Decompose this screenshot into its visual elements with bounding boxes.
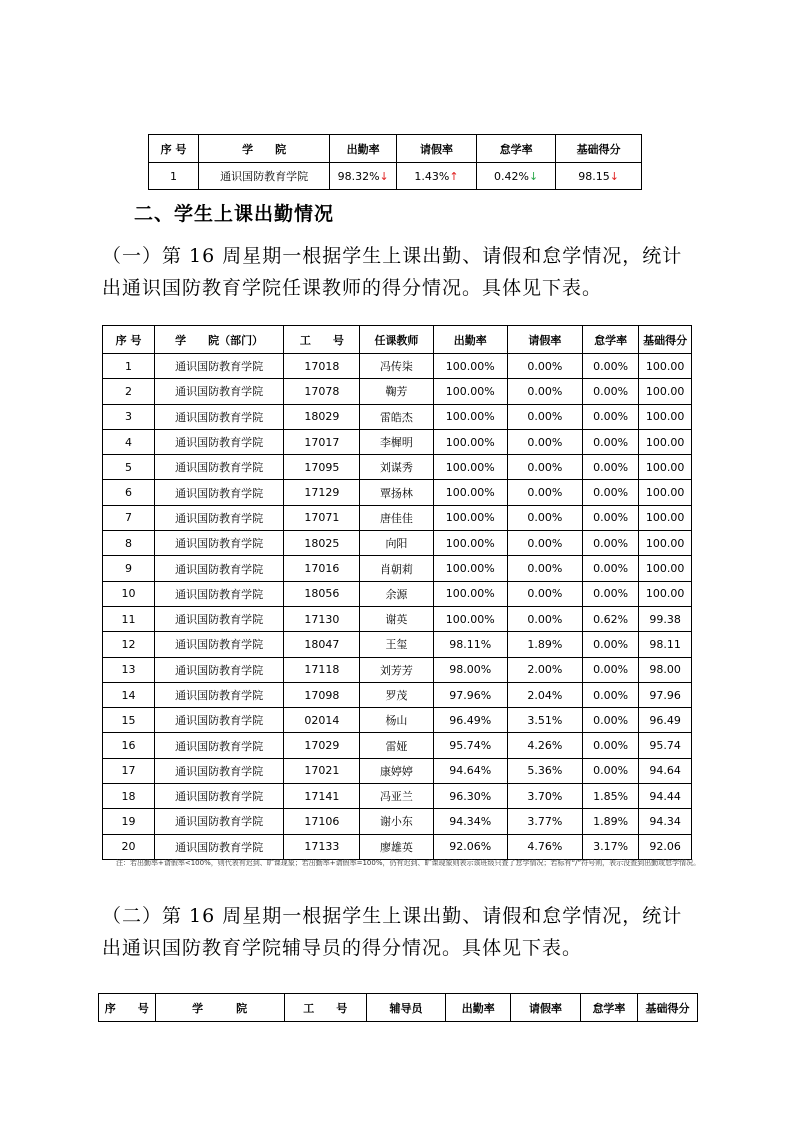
cell-truancy: 0.00% — [582, 505, 638, 530]
cell-truancy: 0.00% — [582, 354, 638, 379]
cell-no: 3 — [103, 404, 155, 429]
cell-staff-id: 17106 — [284, 809, 360, 834]
cell-no: 14 — [103, 682, 155, 707]
header-no: 序 号 — [99, 994, 156, 1022]
table-row — [103, 556, 692, 581]
cell-score: 100.00 — [639, 379, 692, 404]
cell-leave: 0.00% — [507, 606, 582, 631]
cell-college: 通识国防教育学院 — [154, 404, 283, 429]
table-row — [103, 429, 692, 454]
cell-no: 11 — [103, 606, 155, 631]
cell-truancy: 0.00% — [582, 556, 638, 581]
cell-score: 100.00 — [639, 354, 692, 379]
section-heading: 二、学生上课出勤情况 — [134, 203, 335, 225]
cell-teacher: 谢小东 — [360, 809, 433, 834]
cell-score: 94.64 — [639, 758, 692, 783]
cell-staff-id: 17078 — [284, 379, 360, 404]
cell-staff-id: 02014 — [284, 708, 360, 733]
cell-score: 100.00 — [639, 531, 692, 556]
cell-no: 8 — [103, 531, 155, 556]
arrow-down-icon: ↓ — [379, 169, 389, 183]
cell-teacher: 谢英 — [360, 606, 433, 631]
cell-staff-id: 17129 — [284, 480, 360, 505]
cell-no: 18 — [103, 784, 155, 809]
cell-score — [556, 163, 642, 190]
cell-attendance: 100.00% — [433, 379, 507, 404]
cell-college: 通识国防教育学院 — [154, 809, 283, 834]
header-teacher: 任课教师 — [360, 326, 433, 354]
cell-score: 94.34 — [639, 809, 692, 834]
cell-staff-id: 17029 — [284, 733, 360, 758]
cell-teacher: 杨山 — [360, 708, 433, 733]
cell-college: 通识国防教育学院 — [154, 480, 283, 505]
cell-teacher: 鞠芳 — [360, 379, 433, 404]
cell-score: 98.00 — [639, 657, 692, 682]
leave-value: 1.43% — [414, 169, 450, 183]
table-row — [149, 163, 642, 190]
counselor-intro-paragraph: （二）第 16 周星期一根据学生上课出勤、请假和怠学情况，统计出通识国防教育学院辅导员的得分情况。具体见下表。 — [102, 905, 683, 959]
cell-score: 92.06 — [639, 834, 692, 859]
cell-teacher: 肖朝莉 — [360, 556, 433, 581]
cell-score: 98.11 — [639, 632, 692, 657]
cell-leave: 3.51% — [507, 708, 582, 733]
counselor-score-table — [98, 993, 698, 1022]
header-truancy: 怠学率 — [582, 326, 638, 354]
header-college: 学 院 — [155, 994, 284, 1022]
table-row — [103, 733, 692, 758]
cell-staff-id: 18025 — [284, 531, 360, 556]
teacher-score-table — [102, 325, 692, 860]
cell-truancy: 0.00% — [582, 480, 638, 505]
cell-score: 100.00 — [639, 581, 692, 606]
table-row — [103, 758, 692, 783]
cell-score: 95.74 — [639, 733, 692, 758]
cell-leave: 0.00% — [507, 480, 582, 505]
cell-no: 12 — [103, 632, 155, 657]
cell-attendance: 100.00% — [433, 581, 507, 606]
cell-attendance: 100.00% — [433, 505, 507, 530]
cell-college: 通识国防教育学院 — [154, 708, 283, 733]
cell-college: 通识国防教育学院 — [154, 632, 283, 657]
cell-teacher: 李樨明 — [360, 429, 433, 454]
header-truancy: 怠学率 — [477, 135, 556, 163]
header-score: 基础得分 — [637, 994, 697, 1022]
table-footnote: 注：若出勤率+请假率<100%，则代表有迟到、旷课现象；若出勤率+请假率=100%，仍有迟到、旷课现象则表示该班级只查了怠学情况；若标有“/”符号则，表示没查到出勤或怠学情况。 — [116, 859, 701, 867]
cell-teacher: 罗茂 — [360, 682, 433, 707]
header-attendance: 出勤率 — [446, 994, 511, 1022]
cell-teacher: 唐佳佳 — [360, 505, 433, 530]
table-row — [103, 531, 692, 556]
table-row — [103, 809, 692, 834]
cell-score: 99.38 — [639, 606, 692, 631]
table-header-row — [99, 994, 698, 1022]
header-staff-id: 工 号 — [284, 326, 360, 354]
cell-teacher: 向阳 — [360, 531, 433, 556]
header-score: 基础得分 — [556, 135, 642, 163]
cell-no: 6 — [103, 480, 155, 505]
table-row — [103, 455, 692, 480]
cell-college: 通识国防教育学院 — [198, 163, 329, 190]
cell-attendance: 96.30% — [433, 784, 507, 809]
cell-college: 通识国防教育学院 — [154, 834, 283, 859]
cell-attendance: 98.00% — [433, 657, 507, 682]
cell-no: 1 — [149, 163, 199, 190]
cell-truancy: 0.00% — [582, 758, 638, 783]
cell-no: 15 — [103, 708, 155, 733]
cell-no: 7 — [103, 505, 155, 530]
cell-leave: 3.77% — [507, 809, 582, 834]
cell-college: 通识国防教育学院 — [154, 657, 283, 682]
cell-attendance — [330, 163, 397, 190]
cell-truancy: 0.00% — [582, 379, 638, 404]
cell-no: 2 — [103, 379, 155, 404]
cell-truancy: 0.00% — [582, 632, 638, 657]
table-header-row — [149, 135, 642, 163]
cell-leave: 0.00% — [507, 581, 582, 606]
score-value: 98.15 — [578, 169, 610, 183]
cell-truancy — [477, 163, 556, 190]
cell-leave: 0.00% — [507, 379, 582, 404]
cell-truancy: 0.00% — [582, 581, 638, 606]
cell-attendance: 100.00% — [433, 556, 507, 581]
header-leave: 请假率 — [511, 994, 581, 1022]
cell-truancy: 1.85% — [582, 784, 638, 809]
cell-staff-id: 17017 — [284, 429, 360, 454]
cell-leave: 5.36% — [507, 758, 582, 783]
cell-score: 100.00 — [639, 455, 692, 480]
cell-staff-id: 17016 — [284, 556, 360, 581]
cell-staff-id: 17018 — [284, 354, 360, 379]
cell-attendance: 97.96% — [433, 682, 507, 707]
cell-no: 1 — [103, 354, 155, 379]
cell-staff-id: 17133 — [284, 834, 360, 859]
cell-attendance: 100.00% — [433, 429, 507, 454]
truancy-value: 0.42% — [494, 169, 529, 183]
cell-truancy: 0.00% — [582, 531, 638, 556]
header-leave: 请假率 — [507, 326, 582, 354]
header-leave: 请假率 — [396, 135, 476, 163]
table-row — [103, 657, 692, 682]
cell-no: 17 — [103, 758, 155, 783]
cell-leave: 0.00% — [507, 531, 582, 556]
cell-leave: 0.00% — [507, 354, 582, 379]
cell-leave: 0.00% — [507, 404, 582, 429]
cell-college: 通识国防教育学院 — [154, 354, 283, 379]
cell-attendance: 100.00% — [433, 354, 507, 379]
cell-staff-id: 17095 — [284, 455, 360, 480]
cell-staff-id: 17021 — [284, 758, 360, 783]
cell-attendance: 100.00% — [433, 531, 507, 556]
cell-staff-id: 18029 — [284, 404, 360, 429]
table-row — [103, 784, 692, 809]
header-staff-id: 工 号 — [284, 994, 366, 1022]
cell-leave: 1.89% — [507, 632, 582, 657]
cell-no: 19 — [103, 809, 155, 834]
cell-college: 通识国防教育学院 — [154, 606, 283, 631]
cell-score: 100.00 — [639, 480, 692, 505]
cell-college: 通识国防教育学院 — [154, 531, 283, 556]
arrow-up-icon: ↑ — [449, 169, 459, 183]
cell-truancy: 0.00% — [582, 733, 638, 758]
cell-score: 100.00 — [639, 404, 692, 429]
cell-attendance: 100.00% — [433, 480, 507, 505]
cell-college: 通识国防教育学院 — [154, 581, 283, 606]
cell-score: 100.00 — [639, 505, 692, 530]
cell-truancy: 0.62% — [582, 606, 638, 631]
cell-college: 通识国防教育学院 — [154, 379, 283, 404]
cell-attendance: 95.74% — [433, 733, 507, 758]
header-counselor: 辅导员 — [366, 994, 446, 1022]
table-row — [103, 581, 692, 606]
cell-college: 通识国防教育学院 — [154, 455, 283, 480]
cell-truancy: 0.00% — [582, 429, 638, 454]
cell-truancy: 0.00% — [582, 657, 638, 682]
cell-teacher: 冯传柒 — [360, 354, 433, 379]
cell-truancy: 3.17% — [582, 834, 638, 859]
cell-no: 4 — [103, 429, 155, 454]
cell-attendance: 98.11% — [433, 632, 507, 657]
cell-teacher: 冯亚兰 — [360, 784, 433, 809]
cell-leave: 2.00% — [507, 657, 582, 682]
table-row — [103, 505, 692, 530]
cell-college: 通识国防教育学院 — [154, 733, 283, 758]
arrow-down-icon: ↓ — [528, 169, 539, 183]
cell-attendance: 92.06% — [433, 834, 507, 859]
cell-attendance: 94.64% — [433, 758, 507, 783]
table-row — [103, 404, 692, 429]
cell-leave — [396, 163, 476, 190]
cell-staff-id: 17141 — [284, 784, 360, 809]
cell-teacher: 刘芳芳 — [360, 657, 433, 682]
cell-staff-id: 17118 — [284, 657, 360, 682]
cell-attendance: 96.49% — [433, 708, 507, 733]
cell-score: 100.00 — [639, 429, 692, 454]
cell-college: 通识国防教育学院 — [154, 505, 283, 530]
header-college: 学 院 — [198, 135, 329, 163]
cell-teacher: 康婷婷 — [360, 758, 433, 783]
cell-no: 10 — [103, 581, 155, 606]
cell-teacher: 覃扬林 — [360, 480, 433, 505]
cell-leave: 0.00% — [507, 429, 582, 454]
cell-attendance: 94.34% — [433, 809, 507, 834]
cell-score: 94.44 — [639, 784, 692, 809]
cell-leave: 4.26% — [507, 733, 582, 758]
arrow-down-icon: ↓ — [609, 169, 619, 183]
cell-no: 13 — [103, 657, 155, 682]
cell-truancy: 0.00% — [582, 404, 638, 429]
cell-teacher: 刘谋秀 — [360, 455, 433, 480]
cell-truancy: 0.00% — [582, 708, 638, 733]
header-attendance: 出勤率 — [433, 326, 507, 354]
cell-teacher: 廖雄英 — [360, 834, 433, 859]
table-row — [103, 708, 692, 733]
cell-teacher: 雷娅 — [360, 733, 433, 758]
cell-truancy: 0.00% — [582, 682, 638, 707]
header-no: 序 号 — [149, 135, 199, 163]
cell-leave: 0.00% — [507, 505, 582, 530]
cell-staff-id: 18047 — [284, 632, 360, 657]
cell-leave: 2.04% — [507, 682, 582, 707]
teacher-intro-paragraph: （一）第 16 周星期一根据学生上课出勤、请假和怠学情况，统计出通识国防教育学院任课教师的得分情况。具体见下表。 — [102, 245, 683, 299]
cell-no: 20 — [103, 834, 155, 859]
cell-teacher: 雷皓杰 — [360, 404, 433, 429]
cell-leave: 3.70% — [507, 784, 582, 809]
table-row — [103, 354, 692, 379]
cell-truancy: 1.89% — [582, 809, 638, 834]
header-score: 基础得分 — [639, 326, 692, 354]
cell-college: 通识国防教育学院 — [154, 556, 283, 581]
table-row — [103, 480, 692, 505]
college-summary-table — [148, 134, 642, 190]
cell-leave: 4.76% — [507, 834, 582, 859]
header-truancy: 怠学率 — [580, 994, 637, 1022]
cell-college: 通识国防教育学院 — [154, 758, 283, 783]
cell-college: 通识国防教育学院 — [154, 784, 283, 809]
cell-staff-id: 18056 — [284, 581, 360, 606]
table-row — [103, 682, 692, 707]
header-no: 序 号 — [103, 326, 155, 354]
cell-teacher: 王玺 — [360, 632, 433, 657]
header-attendance: 出勤率 — [330, 135, 397, 163]
teacher-table-body — [103, 354, 692, 860]
cell-no: 16 — [103, 733, 155, 758]
cell-staff-id: 17071 — [284, 505, 360, 530]
cell-college: 通识国防教育学院 — [154, 682, 283, 707]
cell-no: 5 — [103, 455, 155, 480]
header-college: 学 院（部门） — [154, 326, 283, 354]
cell-truancy: 0.00% — [582, 455, 638, 480]
cell-score: 96.49 — [639, 708, 692, 733]
cell-attendance: 100.00% — [433, 404, 507, 429]
cell-leave: 0.00% — [507, 556, 582, 581]
cell-score: 100.00 — [639, 556, 692, 581]
cell-attendance: 100.00% — [433, 455, 507, 480]
cell-attendance: 100.00% — [433, 606, 507, 631]
cell-staff-id: 17098 — [284, 682, 360, 707]
table-row — [103, 632, 692, 657]
table-header-row — [103, 326, 692, 354]
cell-leave: 0.00% — [507, 455, 582, 480]
table-row — [103, 379, 692, 404]
cell-score: 97.96 — [639, 682, 692, 707]
cell-staff-id: 17130 — [284, 606, 360, 631]
cell-no: 9 — [103, 556, 155, 581]
attendance-value: 98.32% — [337, 169, 380, 183]
cell-teacher: 余源 — [360, 581, 433, 606]
cell-college: 通识国防教育学院 — [154, 429, 283, 454]
table-row — [103, 606, 692, 631]
